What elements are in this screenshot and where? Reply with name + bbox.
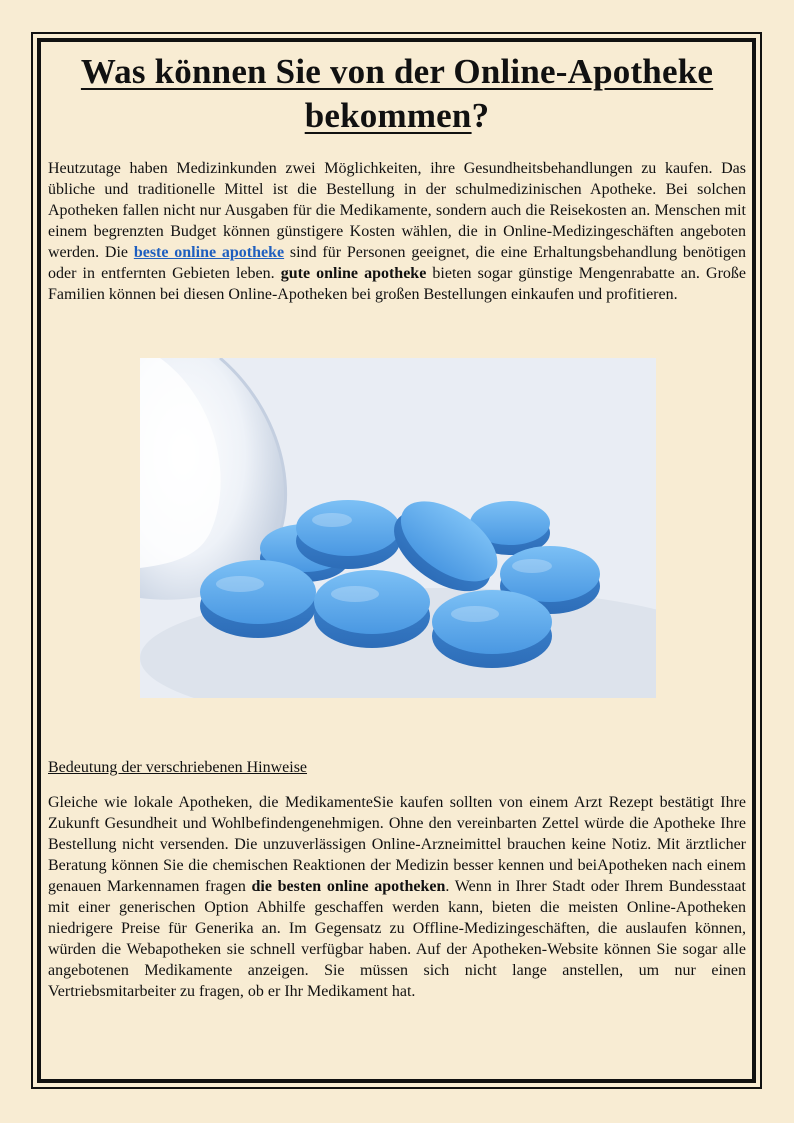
section-heading: Bedeutung der verschriebenen Hinweise xyxy=(48,759,308,776)
intro-bold-keyword: gute online apotheke xyxy=(280,265,427,282)
pill-front-middle xyxy=(314,570,430,648)
body-text-1: Gleiche wie lokale Apotheken, die MedikamenteSie kaufen sollten von einem Arzt Rezept bestätigt Ihre Zukunft Gesundheit und Wohlbefindengenehmigen. Ohne den vereinbarten Zettel würde die Apotheke Ihre Bestellung nicht versenden. Die unzuverlässigen Online-Arzneimittel brauchen keine Notiz. Mit ärztlicher Beratung können Sie die chemischen Reaktionen der Medizin besser kennen und beiApotheken nach einem genauen Markennamen fragen xyxy=(48,794,746,895)
beste-online-apotheke-link[interactable]: beste online apotheke xyxy=(133,244,285,261)
page-title xyxy=(48,50,746,138)
body-bold-keyword: die besten online apotheken xyxy=(251,878,446,895)
pill-front-left xyxy=(200,560,316,638)
pill-center-top xyxy=(296,500,400,569)
pills-illustration xyxy=(140,358,656,698)
pill-front-right xyxy=(432,590,552,668)
intro-text-3: bieten sogar günstige Mengenrabatte an. Große Familien können bei diesen Online-Apotheken bei großen Bestellungen einkaufen und profitieren. xyxy=(48,265,747,303)
intro-text-1: Heutzutage haben Medizinkunden zwei Möglichkeiten, ihre Gesundheitsbehandlungen zu kaufen. Das übliche und traditionelle Mittel ist die Bestellung in der schulmedizinischen Apotheke. Bei solchen Apotheken fallen nicht nur Ausgaben für die Medikamente, sondern auch die Reisekosten an. Menschen mit einem begrenzten Budget können günstigere Kosten wählen, die in Online-Medizingeschäften angeboten werden. Die xyxy=(48,160,746,261)
title-question-mark: ? xyxy=(471,96,490,135)
intro-text-2: sind für Personen geeignet, die eine Erhaltungsbehandlung benötigen oder in entfernten Gebieten leben. xyxy=(48,244,747,282)
title-text-line2: bekommen xyxy=(304,96,472,135)
intro-paragraph xyxy=(48,158,746,305)
pills-photo xyxy=(140,358,656,698)
body-paragraph xyxy=(48,792,746,1002)
title-text-line1: Was können Sie von der Online-Apotheke xyxy=(80,52,714,91)
body-text-2: . Wenn in Ihrer Stadt oder Ihrem Bundesstaat mit einer generischen Option Abhilfe geschaffen werden kann, bieten die meisten Online-Apotheken niedrigere Preise für Generika an. Im Gegensatz zu Offline-Medizingeschäften, die auslaufen können, würden die Webapotheken sie schnell verfügbar haben. Auf der Apotheken-Website können Sie sogar alle angebotenen Medikamente anzeigen. Sie müssen sich nicht lange anstellen, um nur einen Vertriebsmitarbeiter zu fragen, ob er Ihr Medikament hat. xyxy=(48,878,746,1000)
document-content xyxy=(48,50,747,1000)
